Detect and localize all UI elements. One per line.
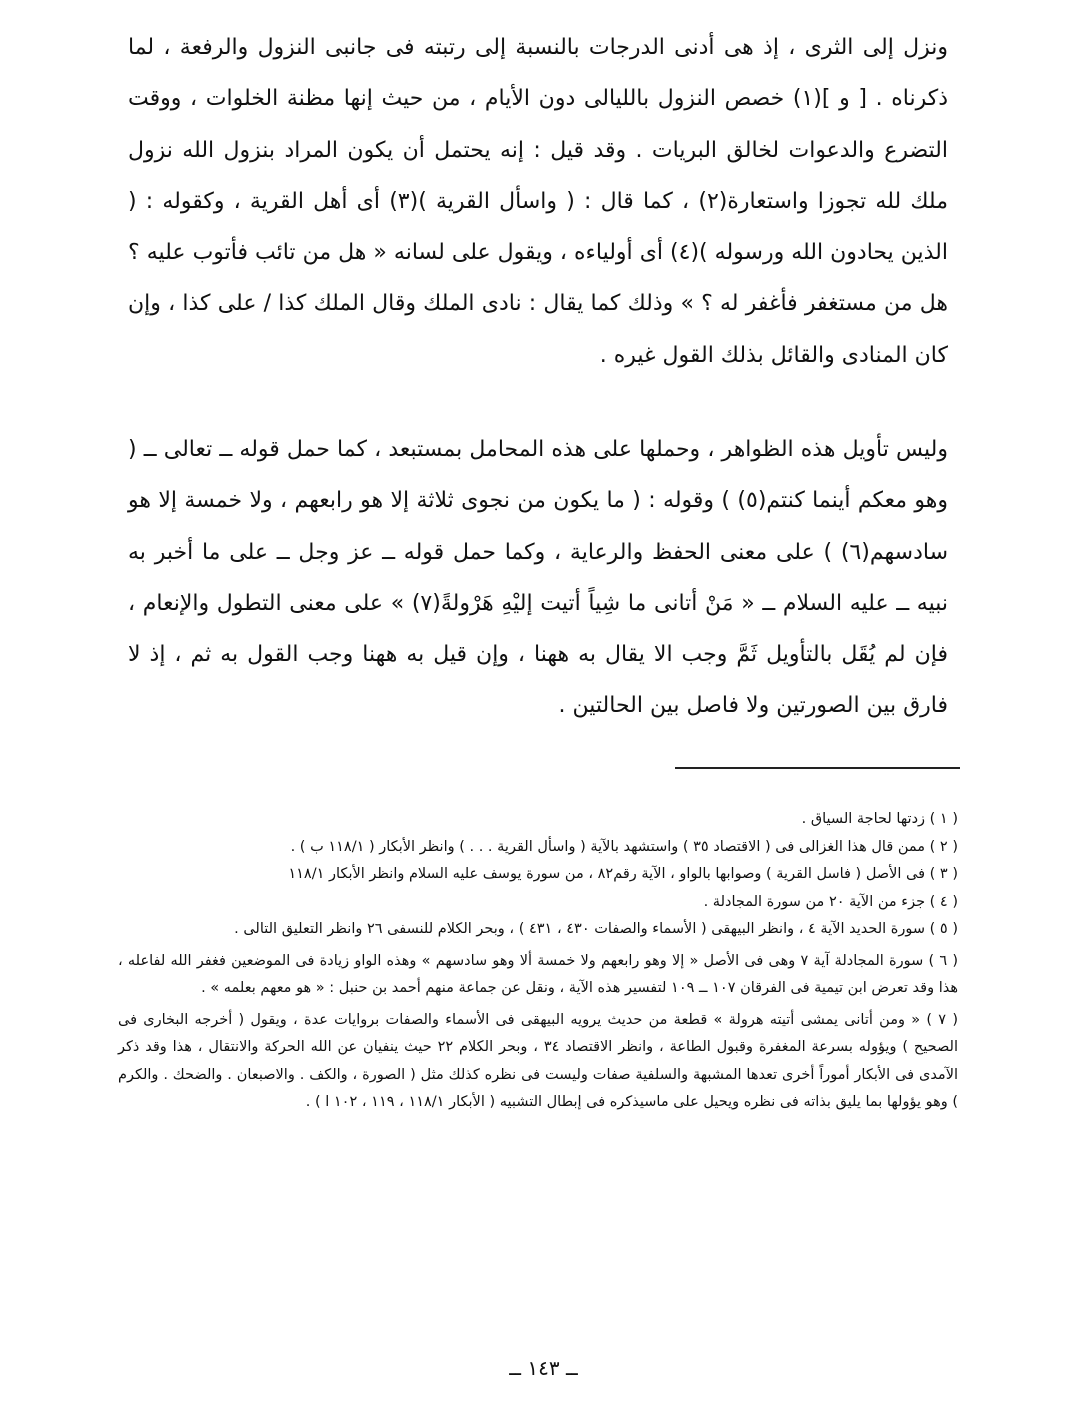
footnote-2: ( ٢ ) ممن قال هذا الغزالى فى ( الاقتصاد ٣٥ ) واستشهد بالآية ( واسأل القرية . . . ) وانظر الأبكار ( ١١٨/١ ب ) . xyxy=(290,838,958,855)
footnote-3: ( ٣ ) فى الأصل ( فاسل القرية ) وصوابها بالواو ، الآية رقم٨٢ ، من سورة يوسف عليه السلام وانظر الأبكار ١١٨/١ xyxy=(288,866,958,882)
footnote-7: ( ٧ ) « ومن أتانى يمشى أتيته هرولة » قطعة من حديث يرويه البيهقى فى الأسماء والصفات بروايات عدة ، ويقول ( أخرجه البخارى فى الصحيح ) ويؤوله بسرعة المغفرة وقبول الطاعة ، وانظر الاقتصاد ٣٤ ، وبحر الكلام ٢٢ حيث ينفيان عن الله الحركة والانتقال ، هذا وقد ذكر الآمدى فى الأبكار أموراً أخرى تعدها المشبهة والسلفية صفات وليست فى نظره كذلك مثل ( الصورة ، والكف . والاصبعان . والضحك . والكرم ) وهو يؤولها بما يليق بذاته فى نظره ويحيل على ماسيذكره فى إبطال التشبيه ( الأبكار ١١٨/١ ، ١١٩ ، ١٠٢ ا ) . xyxy=(118,1011,958,1110)
footnote-5: ( ٥ ) سورة الحديد الآية ٤ ، وانظر البيهقى ( الأسماء والصفات ٤٣٠ ، ٤٣١ ) ، وبحر الكلام للنسفى ٢٦ وانظر التعليق التالى . xyxy=(234,921,958,937)
footnotes-section xyxy=(118,806,958,1117)
page-number: ــ ١٤٣ ــ xyxy=(509,1356,578,1380)
footnote-6: ( ٦ ) سورة المجادلة آية ٧ وهى فى الأصل « إلا وهو رابعهم ولا خمسة ألا وهو سادسهم » وهذه الواو زيادة فى الموضعين فغفر الله لفاعله ، هذا وقد تعرض ابن تيمية فى الفرقان ١٠٧ ــ ١٠٩ لتفسير هذه الآية ، ونقل عن جماعة منهم أحمد بن حنبل : « هو معهم بعلمه » . xyxy=(118,952,958,996)
body-paragraph-1: ونزل إلى الثرى ، إذ هى أدنى الدرجات بالنسبة إلى رتبته فى جانبى النزول والرفعة ، لما ذكرناه . [ و ](١) خصص النزول بالليالى دون الأيام ، من حيث إنها مظنة الخلوات ، ووقت التضرع والدعوات لخالق البريات . وقد قيل : إنه يحتمل أن يكون المراد بنزول الله نزول ملك لله تجوزا واستعارة(٢) ، كما قال : ( واسأل القرية )(٣) أى أهل القرية ، وكقوله : ( الذين يحادون الله ورسوله )(٤) أى أولياءه ، ويقول على لسانه « هل من تائب فأتوب عليه ؟ هل من مستغفر فأغفر له ؟ » وذلك كما يقال : نادى الملك وقال الملك كذا / على كذا ، وإن كان المنادى والقائل بذلك القول غيره . xyxy=(128,35,949,368)
footnote-separator xyxy=(675,767,960,769)
body-paragraph-2: وليس تأويل هذه الظواهر ، وحملها على هذه المحامل بمستبعد ، كما حمل قوله ــ تعالى ــ ( وهو معكم أينما كنتم(٥) ) وقوله : ( ما يكون من نجوى ثلاثة إلا هو رابعهم ، ولا خمسة إلا هو سادسهم(٦) ) على معنى الحفظ والرعاية ، وكما حمل قوله ــ عز وجل ــ على ما أخبر به نبيه ــ عليه السلام ــ « مَنْ أتانى ما شِياً أتيت إليْهِ هَرْولةً(٧) » على معنى التطول والإنعام ، فإن لم يُقَل بالتأويل ثَمَّ وجب الا يقال به ههنا ، وإن قيل به ههنا وجب القول به ثم ، إذ لا فارق بين الصورتين ولا فاصل بين الحالتين . xyxy=(128,437,948,719)
footnote-4: ( ٤ ) جزء من الآية ٢٠ من سورة المجادلة . xyxy=(703,893,958,910)
footnote-1: ( ١ ) زدتها لحاجة السياق . xyxy=(801,811,958,827)
